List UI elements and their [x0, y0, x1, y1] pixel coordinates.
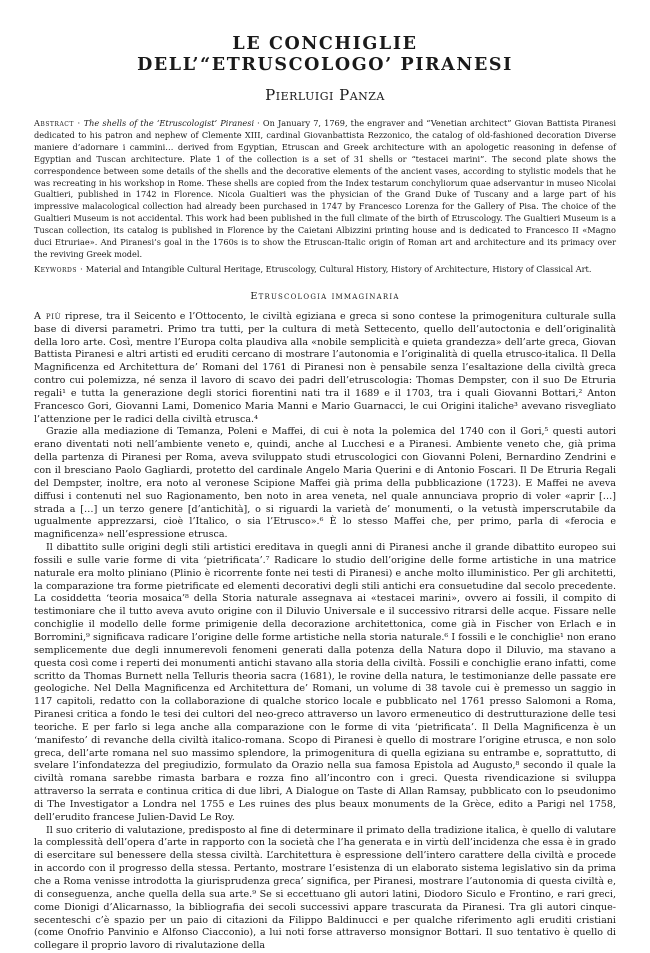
title-line-2: DELL’“ETRUSCOLOGO’ PIRANESI [137, 55, 513, 75]
paragraph-1-text: riprese, tra il Seicento e l’Ottocento, le civiltà egiziana e greca si sono contese la primogenitura culturale sulla base di diversi parametri. Primo tra tutti, per la cultura di metà Settecento, quello dell’autoctonia e dell’originalità della loro arte. Così, mentre l’Europa colta plaudiva alla «nobile semplicità e quieta grandezza» dell’arte greca, Giovan Battista Piranesi e altri artisti ed eruditi cercano di mostrare l’autonomia e l’originalità di quella etrusco-italica. Il Della Magnificenza ed Architettura de’ Romani del 1761 di Piranesi non è pensabile senza l’esaltazione della civiltà greca contro cui polemizza, né senza il lavoro di scavo dei padri dell’etruscologia: Thomas Dempster, con il suo De Etruria regali¹ e tutta la generazione degli storici fiorentini nati tra il 1689 e il 1703, tra i quali Giovanni Bottari,² Anton Francesco Gori, Giovanni Lami, Domenico Maria Manni e Mario Guarnacci, le cui Origini italiche³ avevano risvegliato l’attenzione per le radici della civiltà etrusca.⁴ [34, 310, 616, 425]
abstract-title: The shells of the ‘Etruscologist’ Piranesi [83, 118, 255, 128]
article-body [34, 311, 616, 953]
abstract-text: · On January 7, 1769, the engraver and “Venetian architect” Giovan Battista Piranesi dedicated to his patron and nephew of Clemente XIII, cardinal Giovanbattista Rezzonico, the catalog of old-fashioned decoration Diverse maniere d’adornare i cammini… derived from Egyptian, Etruscan and Greek architecture with an apologetic reasoning in defense of Egyptian and Tuscan architecture. Plate 1 of the collection is a set of 31 shells or “testacei marini”. The second plate shows the correspondence between some details of the shells and the decorative elements of the ancient vases, according to stylistic models that he was recreating in his workshop in Rome. These shells are copied from the Index testarum conchyliorum quae adservantur in museo Nicolai Gualtieri, published in 1742 in Florence. Nicola Gualtieri was the physician of the Grand Duke of Tuscany and a large part of his impressive malacological collection had already been purchased in 1747 by Francesco Lorenza for the Gallery of Pisa. The choice of the Gualtieri Museum is not accidental. This work had been published in the full climate of the birth of Etruscology. The Gualtieri Museum is a Tuscan collection, its catalog is published in Florence by the Caietani Albizzini printing house and is dedicated to Francesco II «Magno duci Etruriae». And Piranesi’s goal in the 1760s is to show the Etruscan-Italic origin of Roman art and architecture and its primacy over the reviving Greek model. [34, 118, 616, 259]
author-name: Pierluigi Panza [265, 86, 385, 104]
paragraph-1 [34, 311, 616, 427]
keywords-text: Material and Intangible Cultural Heritage, Etruscology, Cultural History, History of Architecture, History of Classical Art. [85, 263, 592, 274]
paragraph-2: Grazie alla mediazione di Temanza, Poleni e Maffei, di cui è nota la polemica del 1740 con il Gori,⁵ questi autori erano diventati noti nell’ambiente veneto e, quindi, anche al Lucchesi e a Piranesi. Ambiente veneto che, già prima della partenza di Piranesi per Roma, aveva sviluppato studi etruscologici con Giovanni Poleni, Bernardino Zendrini e con il bresciano Paolo Gagliardi, protetto del cardinale Angelo Maria Querini e di Antonio Foscari. Il De Etruria Regali del Dempster, inoltre, era noto al veronese Scipione Maffei già prima della pubblicazione (1723). E Maffei ne aveva diffusi i contenuti nel suo Ragionamento, ben noto in area veneta, nel quale annunciava proprio di voler «aprir […] strada a […] un terzo genere [d’antichità], o si riguardi la varietà de’ monumenti, o la vetustà imperscrutabile da ugualmente apprezzarsi, cioè l’Italico, o sia l’Etrusco».⁶ È lo stesso Maffei che, per primo, parla di «ferocia e magnificenza» nell’espressione etrusca. [34, 426, 616, 541]
abstract-label: Abstract · [34, 118, 81, 128]
section-heading: Etruscologia immaginaria [250, 290, 400, 302]
paragraph-3: Il dibattito sulle origini degli stili artistici ereditava in quegli anni di Piranesi anche il grande dibattito europeo sui fossili e sulle varie forme di vita ‘pietrificata’.⁷ Radicare lo studio dell’origine delle forme artistiche in una matrice naturale era molto pliniano (Plinio è ricorrente fonte nei testi di Piranesi) e anche molto illuministico. Per gli architetti, la comparazione tra forme pietrificate ed elementi decorativi degli stili antichi era consuetudine dal secolo precedente. La cosiddetta ‘teoria mosaica’⁸ della Storia naturale assegnava ai «testacei marini», ovvero ai fossili, il compito di testimoniare che il tutto aveva avuto origine con il Diluvio Universale e il successivo ritrarsi delle acque. Fissare nelle conchiglie il modello delle forme primigenie della decorazione architettonica, come già in Fischer von Erlach e in Borromini,⁹ significava radicare l’origine delle forme artistiche nella storia naturale.⁶ I fossili e le conchiglie¹ non erano semplicemente due degli innumerevoli fenomeni generati dalla potenza della Natura dopo il Diluvio, ma stavano a questa così come i reperti dei monumenti antichi stavano alla storia della civiltà. Fossili e conchiglie erano infatti, come scritto da Thomas Burnett nella Telluris theoria sacra (1681), le rovine della natura, le testimonianze delle passate ere geologiche. Nel Della Magnificenza ed Architettura de’ Romani, un volume di 38 tavole cui è premesso un saggio in 117 capitoli, redatto con la collaborazione di qualche storico locale e pubblicato nel 1761 presso Salomoni a Roma, Piranesi critica a fondo le tesi dei cultori del neo-greco attraverso un lavoro ermeneutico di destrutturazione delle tesi teoriche. E per farlo si lega anche alla comparazione con le forme di vita ‘pietrificata’. Il Della Magnificenza è un ‘manifesto’ di revanche della civiltà italico-romana. Scopo di Piranesi è quello di mostrare l’origine etrusca, e non solo greca, dell’arte romana nel suo massimo splendore, la primogenitura di quella egiziana su entrambe e, soprattutto, di svelare l’infondatezza del pregiudizio, formulato da Orazio nella sua famosa Epistola ad Augusto,⁸ secondo il quale la civiltà romana sarebbe rimasta barbara e rozza fino all’incontro con i greci. Questa rivendicazione si sviluppa attraverso la serrata e continua critica di due libri, A Dialogue on Taste di Allan Ramsay, pubblicato con lo pseudonimo di The Investigator a Londra nel 1755 e Les ruines des plus beaux monuments de la Grèce, edito a Parigi nel 1758, dell’erudito francese Julien-David Le Roy. [34, 542, 616, 823]
title-line-1: LE CONCHIGLIE [232, 34, 418, 54]
article-title [34, 34, 616, 76]
paragraph-4: Il suo criterio di valutazione, predisposto al fine di determinare il primato della tradizione italica, è quello di valutare la complessità dell’opera d’arte in rapporto con la società che l’ha generata e in virtù dell’incidenza che essa è in grado di esercitare sul benessere della stessa civiltà. L’architettura è espressione dell’intero carattere della civiltà e procede in accordo con il progresso della stessa. Pertanto, mostrare l’esistenza di un elaborato sistema legislativo sin da prima che a Roma venisse introdotta la giurisprudenza greca’ significa, per Piranesi, mostrare l’autonomia di questa civiltà e, di conseguenza, anche quella della sua arte.⁹ Se si eccettuano gli autori latini, Diodoro Siculo e Frontino, e rari greci, come Dionigi d’Alicarnasso, la bibliografia dei secoli successivi appare trascurata da Piranesi. Tra gli autori cinque-secenteschi c’è spazio per un paio di citazioni da Filippo Baldinucci e per qualche riferimento agli eruditi cristiani (come Onofrio Panvinio e Alfonso Ciacconio), a lui noti forse attraverso monsignor Bottari. Il suo tentativo è quello di collegare il proprio lavoro di rivalutazione della [34, 824, 616, 952]
abstract [34, 118, 616, 261]
keywords [34, 263, 616, 275]
paragraph-1-opening: A più [34, 310, 62, 322]
keywords-label: Keywords · [34, 263, 84, 274]
